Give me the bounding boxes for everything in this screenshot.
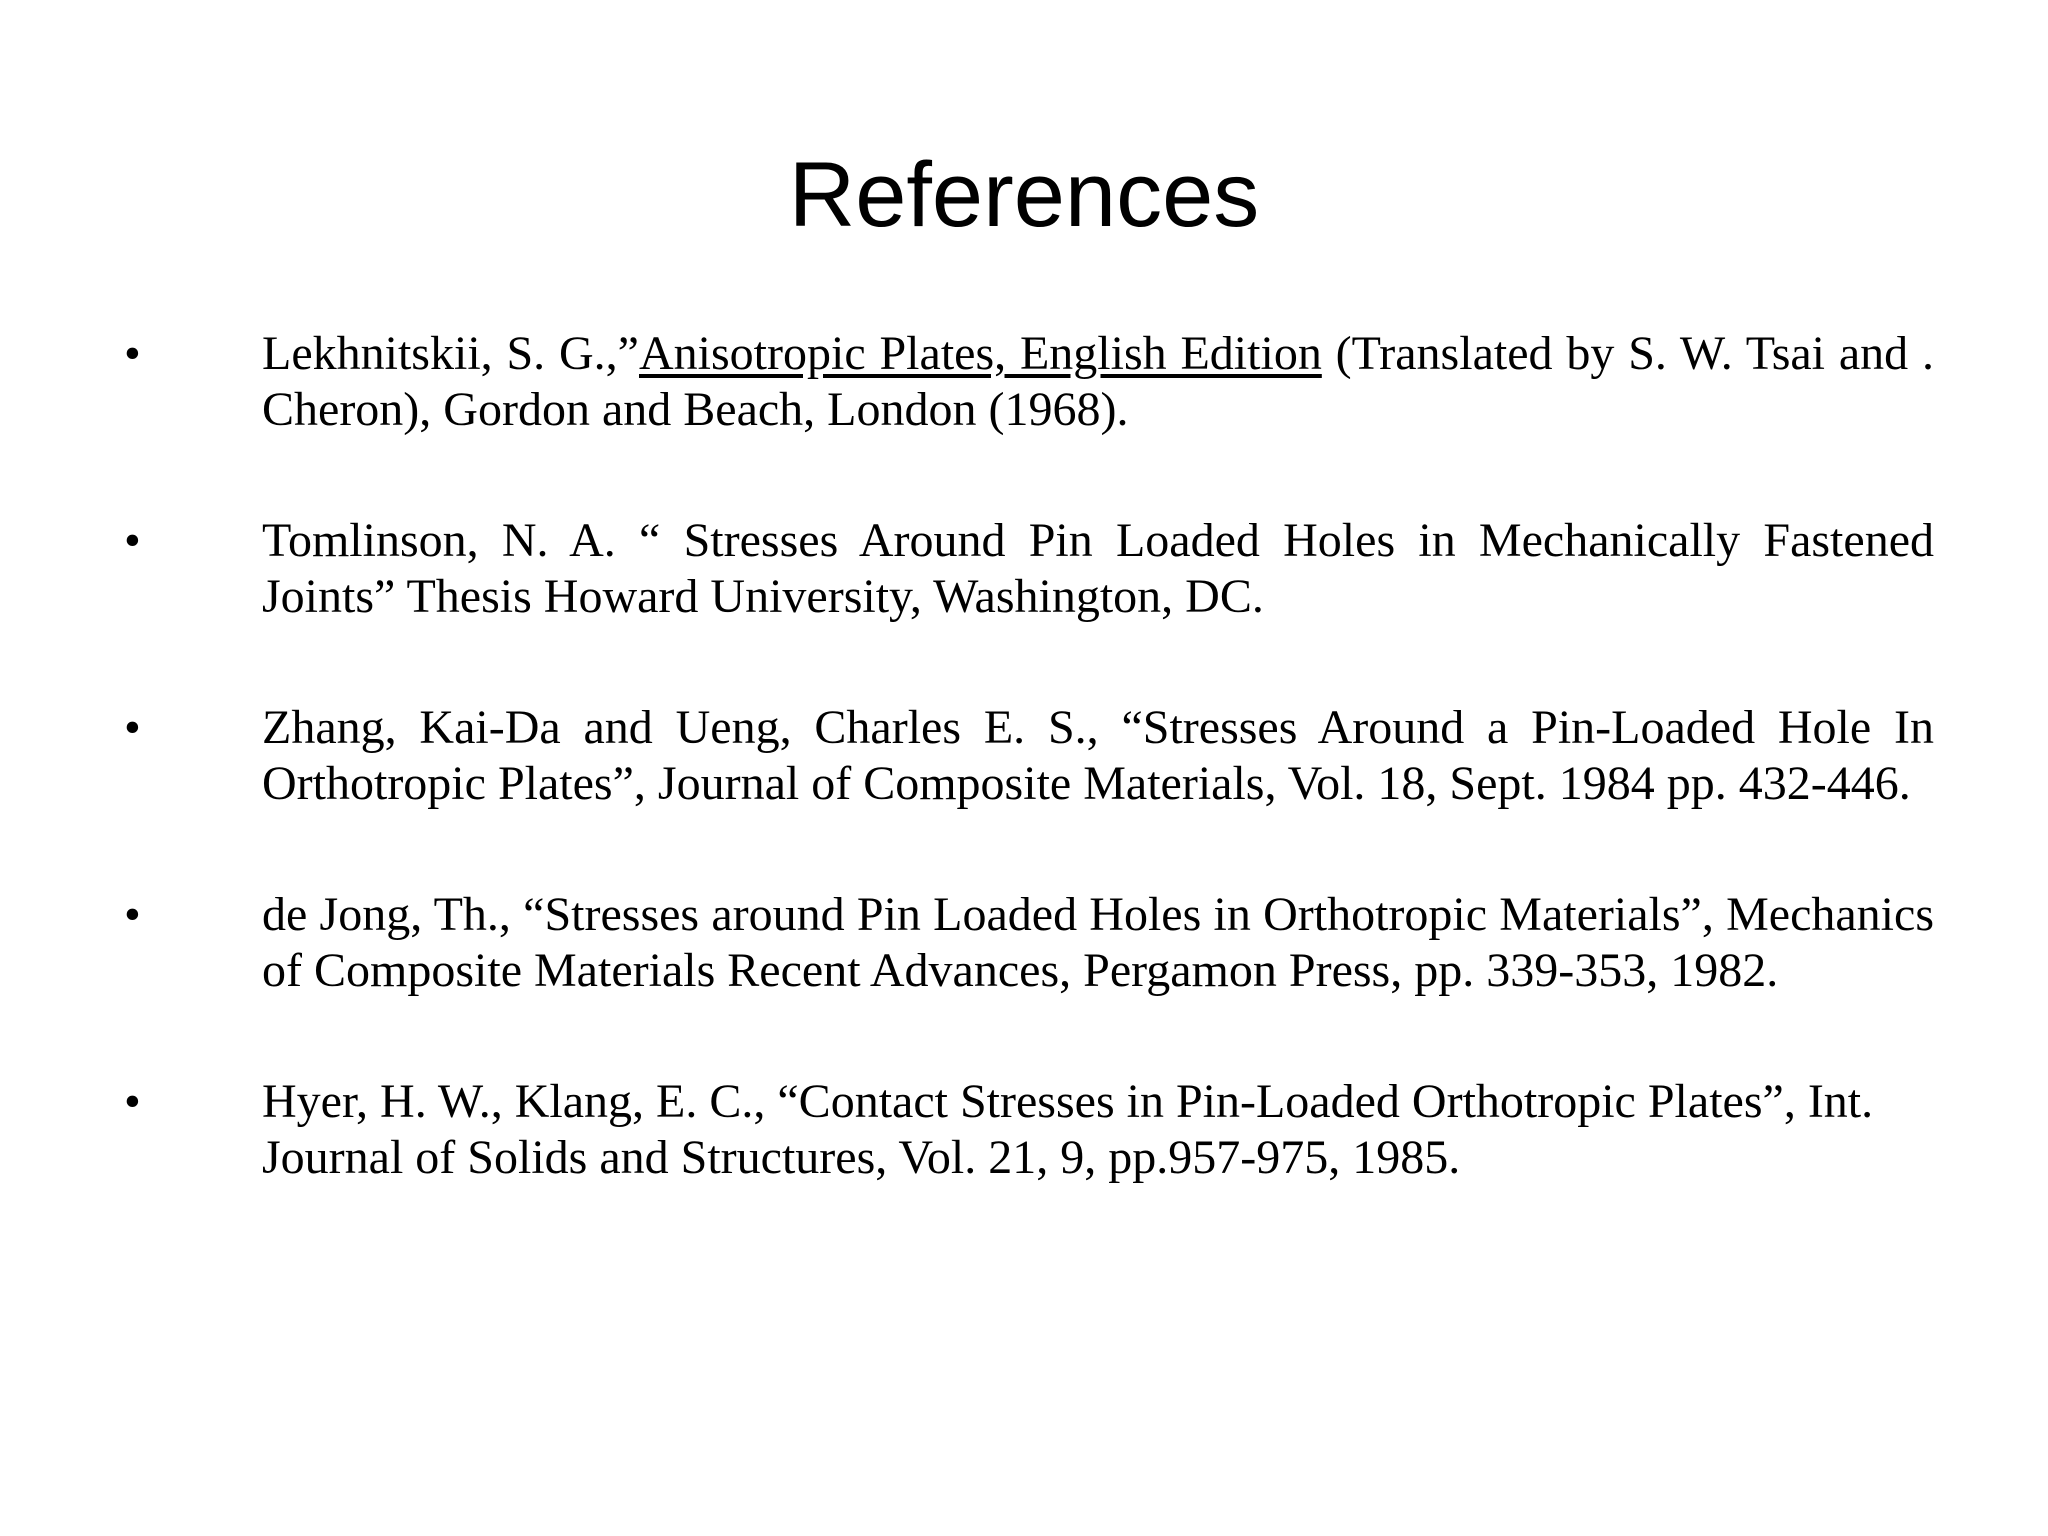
reference-item	[0, 1074, 2048, 1186]
bullet-icon: •	[124, 327, 141, 380]
bullet-icon: •	[124, 514, 141, 567]
reference-text-post: (Translated by S. W. Tsai and . Cheron), Gordon and Beach, London (1968).	[262, 327, 1935, 436]
reference-item	[0, 887, 2048, 999]
reference-item	[0, 326, 2048, 438]
reference-item	[0, 700, 2048, 812]
bullet-icon: •	[124, 1075, 141, 1128]
reference-text	[262, 326, 1934, 438]
slide-title: References	[788, 144, 1260, 246]
reference-text: de Jong, Th., “Stresses around Pin Loaded Holes in Orthotropic Materials”, Mechanics of Composite Materials Recent Advances, Pergamon Press, pp. 339-353, 1982.	[262, 888, 1934, 997]
reference-text: Hyer, H. W., Klang, E. C., “Contact Stresses in Pin-Loaded Orthotropic Plates”, Int. Journal of Solids and Structures, Vol. 21, 9, pp.957-975, 1985.	[262, 1075, 1874, 1184]
reference-book-title: Anisotropic Plates, English Edition	[639, 327, 1322, 380]
reference-item	[0, 513, 2048, 625]
bullet-icon: •	[124, 888, 141, 941]
reference-list	[0, 326, 2048, 1261]
reference-text: Zhang, Kai-Da and Ueng, Charles E. S., “Stresses Around a Pin-Loaded Hole In Orthotropic Plates”, Journal of Composite Materials, Vol. 18, Sept. 1984 pp. 432-446.	[262, 701, 1934, 810]
reference-text-pre: Lekhnitskii, S. G.,”	[262, 327, 639, 380]
bullet-icon: •	[124, 701, 141, 754]
reference-text: Tomlinson, N. A. “ Stresses Around Pin Loaded Holes in Mechanically Fastened Joints” Thesis Howard University, Washington, DC.	[262, 514, 1934, 623]
